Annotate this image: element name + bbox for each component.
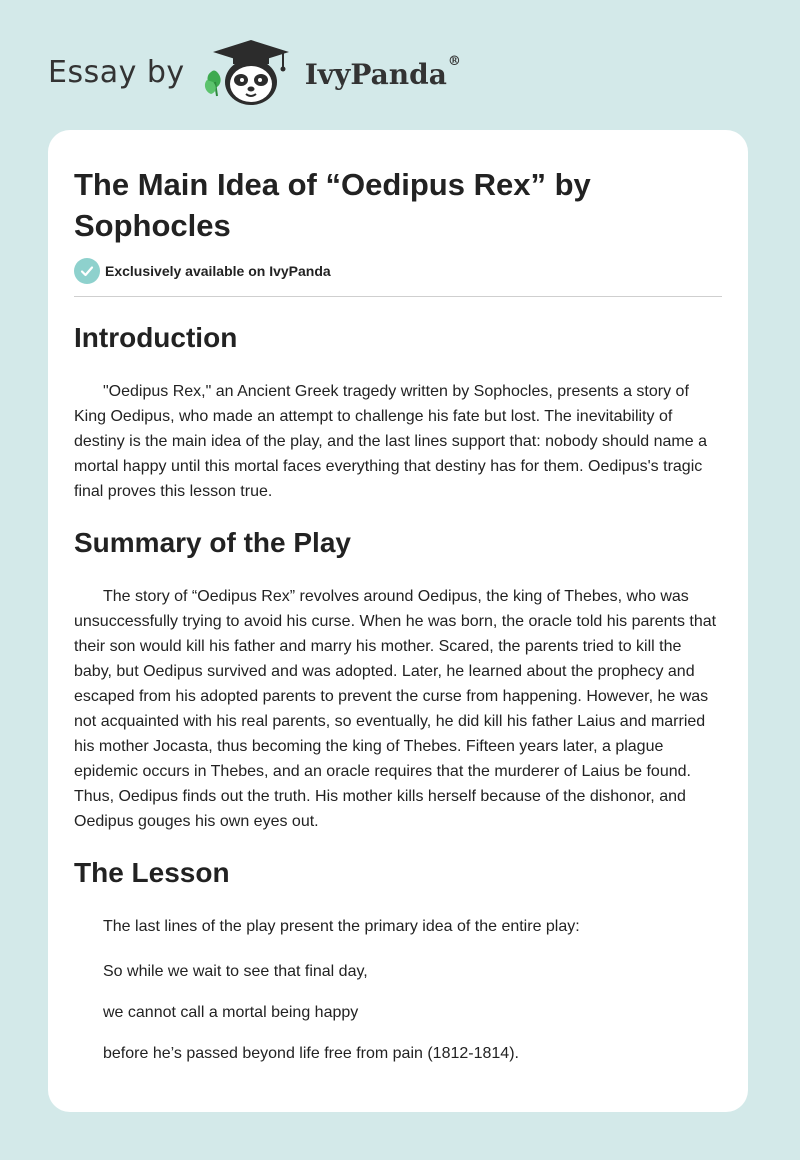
registered-mark: ® (447, 53, 461, 69)
section-heading: Introduction (74, 322, 238, 353)
section-summary (74, 526, 722, 834)
section-heading: The Lesson (74, 857, 230, 888)
paragraph: The last lines of the play present the primary idea of the entire play: (103, 918, 580, 935)
paragraph: The story of “Oedipus Rex” revolves around Oedipus, the king of Thebes, who was unsuccessfully trying to avoid his curse. When he was born, the oracle told his parents that their son would kill his father and marry his mother. Scared, the parents tried to kill the baby, but Oedipus survived and was adopted. Later, he learned about the prophecy and escaped from his adopted parents to prevent the curse from happening. However, he was not acquainted with his real parents, so eventually, he did kill his father Laius and married his mother Jocasta, thus becoming the king of Thebes. Fifteen years later, a plague epidemic occurs in Thebes, and an oracle requires that the murderer of Laius be found. Thus, Oedipus finds out the truth. His mother kills herself because of the dishonor, and Oedipus gouges his own eyes out. (74, 588, 717, 830)
brand-name-text: IvyPanda (304, 57, 447, 91)
panda-logo-icon[interactable] (203, 36, 299, 108)
section-introduction (74, 321, 722, 504)
quote-line: we cannot call a mortal being happy (103, 1004, 359, 1021)
essay-card (48, 130, 748, 1112)
section-lesson (74, 856, 722, 1066)
quote-line: before he’s passed beyond life free from pain (1812-1814). (103, 1045, 519, 1062)
exclusive-badge (74, 258, 722, 284)
brand-name (304, 53, 461, 91)
brand-prefix: Essay by (48, 54, 185, 90)
section-heading: Summary of the Play (74, 527, 351, 558)
badge-text: Exclusively available on IvyPanda (105, 263, 331, 279)
divider (74, 296, 722, 297)
brand-header (48, 36, 461, 108)
checkmark-icon (74, 258, 100, 284)
quote-line: So while we wait to see that final day, (103, 963, 368, 980)
paragraph: "Oedipus Rex," an Ancient Greek tragedy written by Sophocles, presents a story of King Oedipus, who made an attempt to challenge his fate but lost. The inevitability of destiny is the main idea of the play, and the last lines support that: nobody should name a mortal happy until this mortal faces everything that destiny has for them. Oedipus's tragic final proves this lesson true. (74, 383, 707, 500)
page-title: The Main Idea of “Oedipus Rex” by Sophocles (74, 167, 591, 243)
